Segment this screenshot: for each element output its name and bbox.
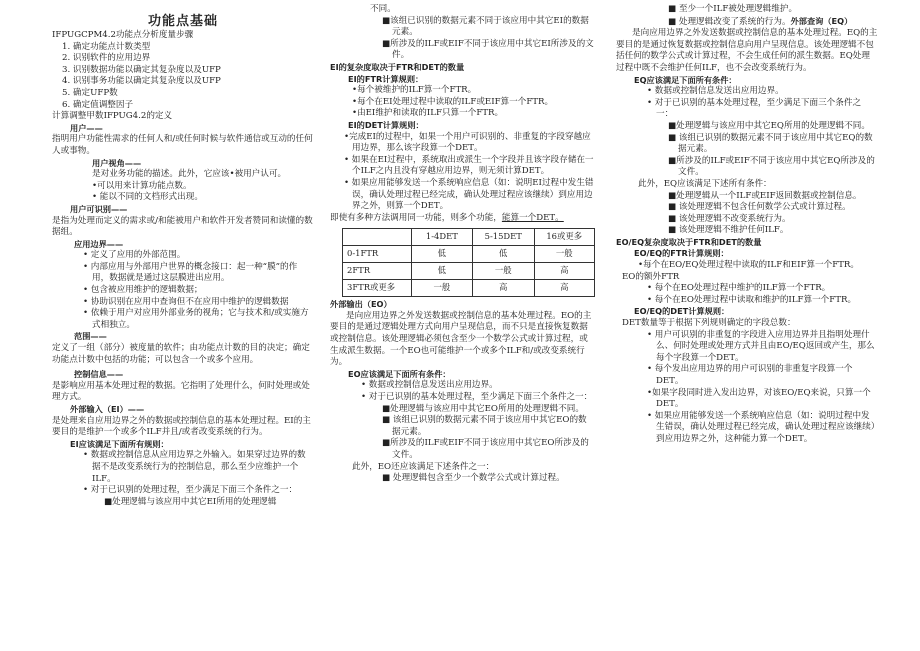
ei-condition: ■处理逻辑与该应用中其它EI所用的处理逻辑 <box>104 496 277 507</box>
text: 即使有多种方法调用同一功能，则多个功能， <box>330 212 502 223</box>
eq-rule: • 对于已识别的基本处理过程，至少满足下面三个条件之一： <box>647 97 862 120</box>
para-user-view-2: •可以用来计算功能点数。 <box>92 180 192 191</box>
heading-user: 用户—— <box>70 122 103 133</box>
heading-external-output: 外部输出（EO） <box>330 299 392 310</box>
step-3: 3. 识别数据功能以确定其复杂度以及UFP <box>62 64 221 75</box>
table-row <box>343 280 595 297</box>
table-cell: 一般 <box>534 246 595 263</box>
det-rule: • 如果应用能够发送一个系统响应信息（如：说明EI过程中发生错误，确认处理过程已经完成，确认处理过程应该继续）到应用边界之外，则算一个DET。 <box>344 177 594 212</box>
ftr-rule: • 每个在EO处理过程中读取和维护的ILF算一个FTR。 <box>647 294 857 305</box>
para-user-view: 是对业务功能的描述。此外，它应该•被用户认可。 <box>92 169 287 180</box>
step-4: 4. 识别事务功能以确定其复杂度以及UFP <box>62 76 221 87</box>
para-external-output: 是向应用边界之外发送数据或控制信息的基本处理过程。EO的主要目的是通过逻辑处理方式向用户呈现信息，而不只是直接恢复数据或控制信息。该处理逻辑必须包含至少一个数学公式或计算过程，或生成派生数据。一个EO也可能维护一个或多个ILF和/或改变系统行为。 <box>330 310 592 368</box>
table-cell: 低 <box>411 263 472 280</box>
boundary-item: • 定义了应用的外部范围。 <box>83 250 186 261</box>
ei-condition: ■所涉及的ILF或EIF不同于该应用中其它EI所涉及的文件。 <box>382 38 594 61</box>
det-rule: • 用户可识别的非重复的字段进入应用边界并且指明处理什么、何时处理或处理方式并且由EO/EQ返回或产生，那么每个字段算一个DET。 <box>647 329 875 363</box>
ftr-rule: •由EI维护和读取的ILF只算一个FTR。 <box>352 108 504 119</box>
table-cell: 2FTR <box>343 263 412 280</box>
heading-app-boundary: 应用边界—— <box>74 238 124 249</box>
column-middle <box>330 4 595 485</box>
multi-method-note <box>330 213 595 225</box>
heading-user-view: 用户视角—— <box>92 157 142 168</box>
text: ■ 处理逻辑改变了系统的行为。 <box>668 16 791 27</box>
ei-rule: • 对于已识别的处理过程，至少满足下面三个条件之一： <box>83 485 298 496</box>
table-cell: 低 <box>411 246 472 263</box>
eo-condition: ■所涉及的ILF或EIF不同于该应用中其它EO所涉及的文件。 <box>382 438 589 460</box>
det-rule: •完成EI的过程中，如果一个用户可识别的、非重复的字段穿越应用边界，那么该字段算一个DET。 <box>344 131 591 154</box>
heading-eq-rules: EQ应该满足下面所有条件： <box>634 74 737 85</box>
heading-eo-eq-det: EO/EQ的DET计算规则： <box>634 306 730 317</box>
text: IFPUGCPM4.2功能点分析度量步骤 <box>52 30 194 40</box>
heading-user-recognizable: 用户可识别—— <box>70 203 128 214</box>
eq-also-condition: ■ 该处理逻辑不维护任何ILF。 <box>668 225 789 236</box>
eo-condition: ■处理逻辑与该应用中其它EO所用的处理逻辑不同。 <box>382 403 584 414</box>
table-cell: 低 <box>472 246 534 263</box>
para-user-recognizable: 是指为处理而定义的需求或/和能被用户和软件开发者赞同和读懂的数据组。 <box>52 215 313 238</box>
boundary-item: • 协助识别在应用中查询但不在应用中维护的逻辑数据 <box>83 296 289 307</box>
eq-rule: • 数据或控制信息发送出应用边界。 <box>647 86 784 97</box>
table-cell: 一般 <box>411 280 472 297</box>
heading-ei-complexity: EI的复杂度取决于FTR和DET的数量 <box>330 61 465 72</box>
para-user-view-3: • 能以不同的文档形式出现。 <box>92 192 203 203</box>
eq-condition: ■ 该组已识别的数据元素不同于该应用中其它EQ的数据元素。 <box>668 132 873 155</box>
table-cell: 高 <box>534 280 595 297</box>
para-det-total: DET数量等于根据下列规则确定的字段总数： <box>622 318 796 329</box>
eq-also-condition: ■ 该处理逻辑不改变系统行为。 <box>668 213 791 224</box>
ei-rule: • 数据或控制信息从应用边界之外输入。如果穿过边界的数据不是改变系统行为的控制信息，那么至少应维护一个ILF。 <box>83 450 306 484</box>
method-steps-heading <box>52 30 314 42</box>
heading-eo-eq-ftr: EO/EQ的FTR计算规则： <box>634 248 729 259</box>
table-header-cell: 16或更多 <box>534 229 595 246</box>
heading-control-info: 控制信息—— <box>74 369 124 380</box>
eq-condition: ■所涉及的ILF或EIF不同于该应用中其它EQ所涉及的文件。 <box>668 155 875 178</box>
heading-ei-rules: EI应该满足下面所有规则： <box>70 438 169 449</box>
ei-condition: ■该组已识别的数据元素不同于该应用中其它EI的数据元素。 <box>382 15 589 38</box>
table-cell: 0-1FTR <box>343 246 412 263</box>
step-2: 2. 识别软件的应用边界 <box>62 53 151 64</box>
heading-ei-det: EI的DET计算规则： <box>348 119 424 130</box>
table-row <box>343 263 595 280</box>
table-cell: 3FTR或更多 <box>343 280 412 297</box>
ftr-rule: • 每个在EO处理过程中维护的ILF算一个FTR。 <box>647 283 831 294</box>
table-row <box>343 246 595 263</box>
page-title: 功能点基础 <box>147 14 218 29</box>
table-header-cell: 5-15DET <box>472 229 534 246</box>
step-1: 1. 确定功能点计数类型 <box>62 41 151 52</box>
det-rule: •如果字段同时进入发出边界，对该EO/EQ来说，只算一个DET。 <box>647 387 871 410</box>
heading-external-input: 外部输入（EI）—— <box>70 404 145 414</box>
heading-eo-eq-complexity: EO/EQ复杂度取决于FTR和DET的数量 <box>616 236 762 247</box>
eo-condition: ■ 该组已识别的数据元素不同于该应用中其它EO的数据元素。 <box>382 415 587 437</box>
eq-condition: ■处理逻辑与该应用中其它EQ所用的处理逻辑不同。 <box>668 120 870 131</box>
column-right <box>616 4 878 446</box>
para-control-info: 是影响应用基本处理过程的数据。它指明了处理什么，何时处理或处理方式。 <box>52 380 310 403</box>
eo-rule: • 数据或控制信息发送出应用边界。 <box>361 380 498 391</box>
eo-rule: • 对于已识别的基本处理过程，至少满足下面三个条件之一： <box>361 392 593 403</box>
eo-also-condition: ■ 处理逻辑包含至少一个数学公式或计算过程。 <box>382 473 565 484</box>
definitions-heading: 计算调整甲数IFPUG4.2的定义 <box>52 111 173 122</box>
heading-ei-ftr: EI的FTR计算规则： <box>348 73 424 84</box>
boundary-item: • 依赖于用户对应用外部业务的视角；它与技术和/或实施方式相独立。 <box>83 308 309 330</box>
boundary-item: • 内部应用与外部用户世界的概念接口：起一种“膜”的作用，数据就是通过这层膜进出应用。 <box>83 261 298 284</box>
eo-also-condition: ■ 至少一个ILF被处理逻辑维护。 <box>668 4 798 14</box>
det-rule: • 如果应用能够发送一个系统响应信息（如：说明过程中发生错误，确认处理过程已经完成，确认处理过程应该继续）到应用边界之外，这种能力算一个DET。 <box>647 410 876 444</box>
step-6: 6. 确定值调整因子 <box>62 99 134 110</box>
det-rule: • 如果在EI过程中，系统取出或派生一个字段并且该字段存储在一个ILF之内且没有穿越应用边界，则无须计算DET。 <box>344 154 594 177</box>
step-5: 5. 确定UFP数 <box>62 87 118 98</box>
heading-eo-rules: EO应该满足下面所有条件： <box>348 368 451 379</box>
para-external-input: 是处理来自应用边界之外的数据或控制信息的基本处理过程。EI的主要目的是维护一个或多个ILF并且/或者改变系统的行为。 <box>52 415 311 438</box>
ei-condition-continued: 不同。 <box>370 4 396 14</box>
eo-also-condition <box>616 16 878 29</box>
eq-also-condition: ■ 该处理逻辑不包含任何数学公式或计算过程。 <box>668 202 851 213</box>
para-eo-also: 此外，EO还应该满足下述条件之一： <box>352 461 495 472</box>
text: 能算一个DET。 <box>501 212 564 223</box>
heading-external-query: 外部查询（EQ） <box>790 15 853 26</box>
eo-extra-ftr: EO的额外FTR <box>622 271 680 282</box>
column-left <box>52 30 314 508</box>
para-user: 指明用户功能性需求的任何人和/或任何时候与软件通信或互动的任何人或事物。 <box>52 134 313 156</box>
table-header-cell: 1-4DET <box>411 229 472 246</box>
ftr-rule: •每个在EO/EQ处理过程中读取的ILF和EIF算一个FTR。 <box>638 260 859 271</box>
ftr-rule: •每个被维护的ILF算一个FTR。 <box>352 85 477 96</box>
table-cell: 一般 <box>472 263 534 280</box>
table-cell: 高 <box>534 263 595 280</box>
para-eq-also: 此外，EQ应该满足下述所有条件： <box>638 178 772 189</box>
ei-complexity-table <box>342 228 595 297</box>
para-scope: 定义了一组（部分）被度量的软件；由功能点计数的目的决定；确定功能点计数中包括的功能；可以包含一个或多个应用。 <box>52 343 310 365</box>
boundary-item: • 包含被应用维护的逻辑数据； <box>83 285 203 296</box>
para-external-query: 是向应用边界之外发送数据或控制信息的基本处理过程。EQ的主要目的是通过恢复数据或控制信息向用户呈现信息。该处理逻辑不包括任何的数学公式或计算过程，不会生成任何的派生数据。EQ处理过程中既不会维护任何ILF，也不会改变系统行为。 <box>616 28 878 73</box>
eq-also-condition: ■处理逻辑从一个ILF或EIF返回数据或控制信息。 <box>668 190 862 201</box>
ftr-rule: •每个在EI处理过程中读取的ILF或EIF算一个FTR。 <box>352 96 554 107</box>
table-header-cell <box>343 229 412 246</box>
table-header-row <box>343 229 595 246</box>
heading-scope: 范围—— <box>74 331 107 342</box>
table-cell: 高 <box>472 280 534 297</box>
det-rule: • 每个发出应用边界的用户可识别的非重复字段算一个DET。 <box>647 364 853 386</box>
